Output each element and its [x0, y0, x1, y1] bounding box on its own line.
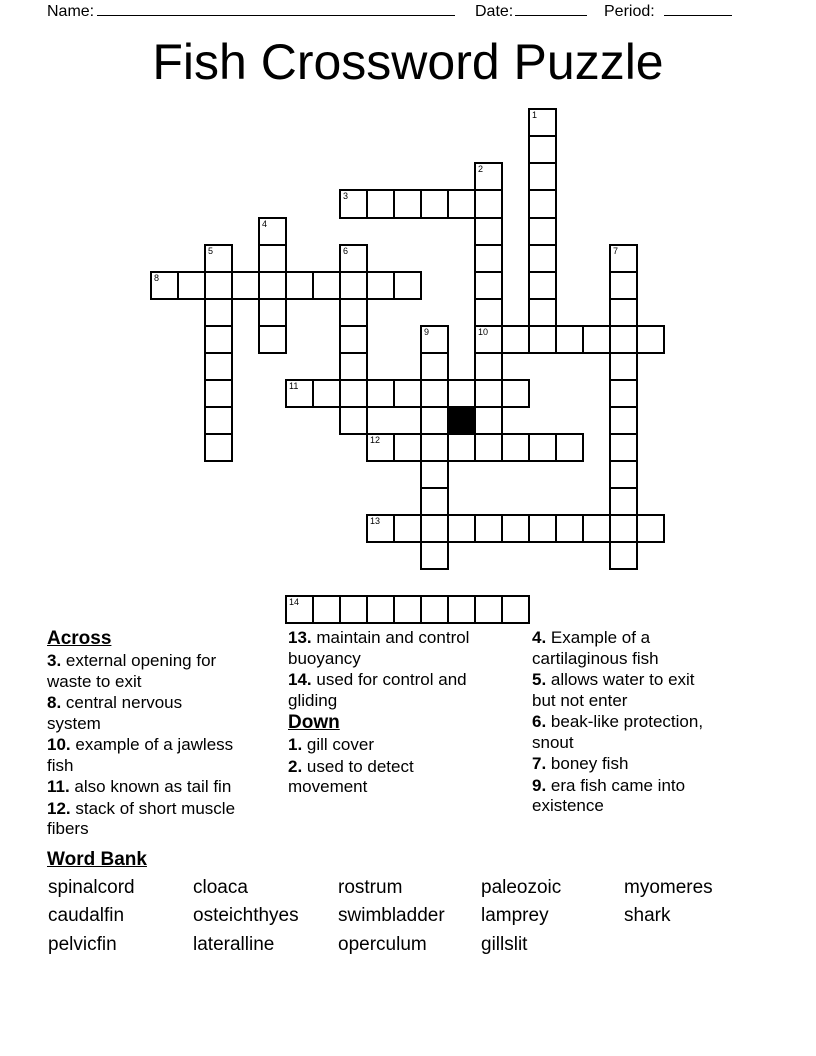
clue-number-label: 5 — [208, 246, 214, 256]
clue-8: 8. central nervous system — [47, 693, 183, 733]
grid-cell[interactable] — [366, 514, 395, 543]
grid-cell[interactable] — [501, 325, 530, 354]
grid-cell[interactable] — [474, 162, 503, 191]
grid-cell[interactable] — [339, 189, 368, 219]
word-bank-heading: Word Bank — [47, 849, 147, 870]
grid-cell[interactable] — [609, 271, 638, 300]
clue-number-label: 12 — [370, 435, 381, 445]
word-bank-item: lamprey — [481, 905, 549, 927]
grid-cell[interactable] — [474, 352, 503, 381]
grid-cell[interactable] — [312, 379, 341, 408]
grid-cell[interactable] — [312, 595, 341, 624]
grid-cell[interactable] — [204, 271, 233, 300]
word-bank-item: spinalcord — [48, 877, 135, 898]
grid-cell[interactable] — [609, 244, 638, 273]
grid-cell[interactable] — [393, 271, 422, 300]
grid-cell[interactable] — [393, 433, 422, 462]
grid-cell[interactable] — [258, 217, 287, 246]
grid-cell[interactable] — [420, 189, 449, 219]
grid-cell[interactable] — [528, 244, 557, 273]
grid-cell[interactable] — [501, 379, 530, 408]
grid-cell[interactable] — [420, 352, 449, 381]
grid-cell[interactable] — [204, 406, 233, 435]
grid-cell[interactable] — [420, 541, 449, 570]
grid-cell[interactable] — [528, 514, 557, 543]
clue-number-label: 8 — [154, 273, 160, 283]
grid-cell[interactable] — [528, 189, 557, 219]
word-bank-item: cloaca — [193, 877, 248, 898]
grid-cell[interactable] — [393, 379, 422, 408]
clue-number-label: 1 — [532, 110, 538, 120]
grid-cell[interactable] — [447, 189, 476, 219]
grid-cell[interactable] — [258, 325, 287, 354]
clue-number-label: 13 — [370, 516, 381, 526]
black-cell — [447, 406, 476, 435]
word-bank-item: myomeres — [624, 877, 713, 898]
clue-number-label: 9 — [424, 327, 430, 337]
grid-cell[interactable] — [231, 271, 260, 300]
grid-cell[interactable] — [609, 541, 638, 570]
name-blank-line[interactable] — [97, 15, 455, 16]
clue-10: 10. example of a jawless fish — [47, 735, 234, 775]
grid-cell[interactable] — [447, 595, 476, 624]
clue-1: 1. gill cover — [288, 735, 374, 754]
grid-cell[interactable] — [204, 352, 233, 381]
word-bank-item: gillslit — [481, 933, 528, 955]
grid-cell[interactable] — [339, 325, 368, 354]
grid-cell[interactable] — [339, 298, 368, 327]
word-bank-item: operculum — [338, 933, 427, 955]
grid-cell[interactable] — [393, 595, 422, 624]
grid-cell[interactable] — [555, 325, 584, 354]
grid-cell[interactable] — [420, 514, 449, 543]
grid-cell[interactable] — [474, 595, 503, 624]
grid-cell[interactable] — [501, 433, 530, 462]
word-bank-item: paleozoic — [481, 877, 562, 898]
clue-9: 9. era fish came into existence — [532, 775, 686, 815]
grid-cell[interactable] — [609, 352, 638, 381]
period-blank-line[interactable] — [664, 15, 732, 16]
grid-cell[interactable] — [204, 325, 233, 354]
word-bank-item: swimbladder — [338, 905, 445, 927]
word-bank-item: pelvicfin — [48, 933, 117, 955]
grid-cell[interactable] — [474, 379, 503, 408]
clue-11: 11. also known as tail fin — [47, 777, 232, 796]
clue-number-label: 11 — [289, 381, 299, 391]
grid-cell[interactable] — [528, 298, 557, 327]
grid-cell[interactable] — [528, 433, 557, 462]
grid-cell[interactable] — [609, 406, 638, 435]
word-bank-item: shark — [624, 905, 671, 927]
date-label: Date: — [475, 3, 514, 20]
grid-cell[interactable] — [474, 514, 503, 543]
clue-column-down — [532, 628, 717, 818]
grid-cell[interactable] — [150, 271, 179, 300]
grid-cell[interactable] — [582, 514, 611, 543]
grid-cell[interactable] — [420, 325, 449, 354]
grid-cell[interactable] — [447, 514, 476, 543]
grid-cell[interactable] — [393, 514, 422, 543]
clue-number-label: 6 — [343, 246, 349, 256]
clue-number-label: 7 — [613, 246, 619, 256]
grid-cell[interactable] — [609, 460, 638, 489]
grid-cell[interactable] — [204, 379, 233, 408]
grid-cell[interactable] — [339, 352, 368, 381]
grid-cell[interactable] — [609, 325, 638, 354]
clue-5: 5. allows water to exit but not enter — [532, 670, 695, 710]
grid-cell[interactable] — [339, 271, 368, 300]
grid-cell[interactable] — [555, 514, 584, 543]
grid-cell[interactable] — [609, 433, 638, 462]
clue-3: 3. external opening for waste to exit — [47, 651, 217, 691]
grid-cell[interactable] — [474, 406, 503, 435]
grid-cell[interactable] — [285, 271, 314, 300]
grid-cell[interactable] — [582, 325, 611, 354]
grid-cell[interactable] — [609, 298, 638, 327]
word-bank-list — [47, 874, 769, 959]
grid-cell[interactable] — [339, 406, 368, 435]
grid-cell[interactable] — [555, 433, 584, 462]
grid-cell[interactable] — [636, 325, 665, 354]
clue-number-label: 10 — [478, 327, 489, 337]
grid-cell[interactable] — [258, 271, 287, 300]
grid-cell[interactable] — [420, 460, 449, 489]
grid-cell[interactable] — [447, 379, 476, 408]
grid-cell[interactable] — [528, 108, 557, 137]
grid-cell[interactable] — [366, 271, 395, 300]
grid-cell[interactable] — [366, 379, 395, 408]
grid-cell[interactable] — [420, 379, 449, 408]
grid-cell[interactable] — [528, 135, 557, 164]
clue-2: 2. used to detect movement — [288, 756, 414, 796]
grid-cell[interactable] — [420, 487, 449, 516]
word-bank-item: lateralline — [193, 933, 275, 955]
grid-cell[interactable] — [474, 433, 503, 462]
grid-cell[interactable] — [420, 595, 449, 624]
grid-cell[interactable] — [528, 325, 557, 354]
grid-cell[interactable] — [204, 244, 233, 273]
grid-cell[interactable] — [285, 595, 314, 624]
grid-cell[interactable] — [204, 433, 233, 462]
grid-cell[interactable] — [258, 298, 287, 327]
name-label: Name: — [47, 3, 95, 20]
grid-cell[interactable] — [474, 189, 503, 219]
across-heading: Across — [47, 628, 112, 649]
date-blank-line[interactable] — [515, 15, 587, 16]
grid-cell[interactable] — [366, 595, 395, 624]
grid-cell[interactable] — [474, 244, 503, 273]
clue-column-across — [47, 628, 238, 841]
clue-13: 13. maintain and control buoyancy — [288, 628, 470, 668]
clue-14: 14. used for control and gliding — [288, 670, 467, 710]
grid-cell[interactable] — [501, 514, 530, 543]
grid-cell[interactable] — [636, 514, 665, 543]
grid-cell[interactable] — [528, 271, 557, 300]
grid-cell[interactable] — [528, 217, 557, 246]
grid-cell[interactable] — [501, 595, 530, 624]
grid-cell[interactable] — [258, 244, 287, 273]
clue-12: 12. stack of short muscle fibers — [47, 798, 236, 838]
clue-number-label: 14 — [289, 597, 300, 607]
clue-number-label: 3 — [343, 191, 349, 201]
period-label: Period: — [604, 3, 655, 20]
grid-cell[interactable] — [447, 433, 476, 462]
grid-cell[interactable] — [366, 433, 395, 462]
clue-number-label: 4 — [262, 219, 268, 229]
clue-4: 4. Example of a cartilaginous fish — [532, 628, 659, 668]
clue-7: 7. boney fish — [532, 754, 629, 773]
grid-cell[interactable] — [609, 514, 638, 543]
grid-cell[interactable] — [366, 189, 395, 219]
grid-cell[interactable] — [474, 325, 503, 354]
clue-number-label: 2 — [478, 164, 484, 174]
word-bank-item: osteichthyes — [193, 905, 299, 927]
word-bank-item: caudalfin — [48, 905, 125, 927]
grid-cell[interactable] — [609, 487, 638, 516]
page-title: Fish Crossword Puzzle — [152, 34, 664, 90]
grid-cell[interactable] — [339, 595, 368, 624]
clue-column-middle — [288, 628, 493, 799]
grid-cell[interactable] — [474, 298, 503, 327]
grid-cell[interactable] — [285, 379, 314, 408]
grid-cell[interactable] — [339, 379, 368, 408]
grid-cell[interactable] — [339, 244, 368, 273]
grid-cell[interactable] — [393, 189, 422, 219]
grid-cell[interactable] — [420, 433, 449, 462]
grid-cell[interactable] — [177, 271, 206, 300]
grid-cell[interactable] — [474, 217, 503, 246]
clue-6: 6. beak-like protection, snout — [532, 712, 704, 752]
grid-cell[interactable] — [420, 406, 449, 435]
grid-cell[interactable] — [528, 162, 557, 191]
grid-cell[interactable] — [312, 271, 341, 300]
grid-cell[interactable] — [474, 271, 503, 300]
grid-cell[interactable] — [204, 298, 233, 327]
down-heading: Down — [288, 712, 340, 733]
word-bank-item: rostrum — [338, 877, 403, 898]
grid-cell[interactable] — [609, 379, 638, 408]
